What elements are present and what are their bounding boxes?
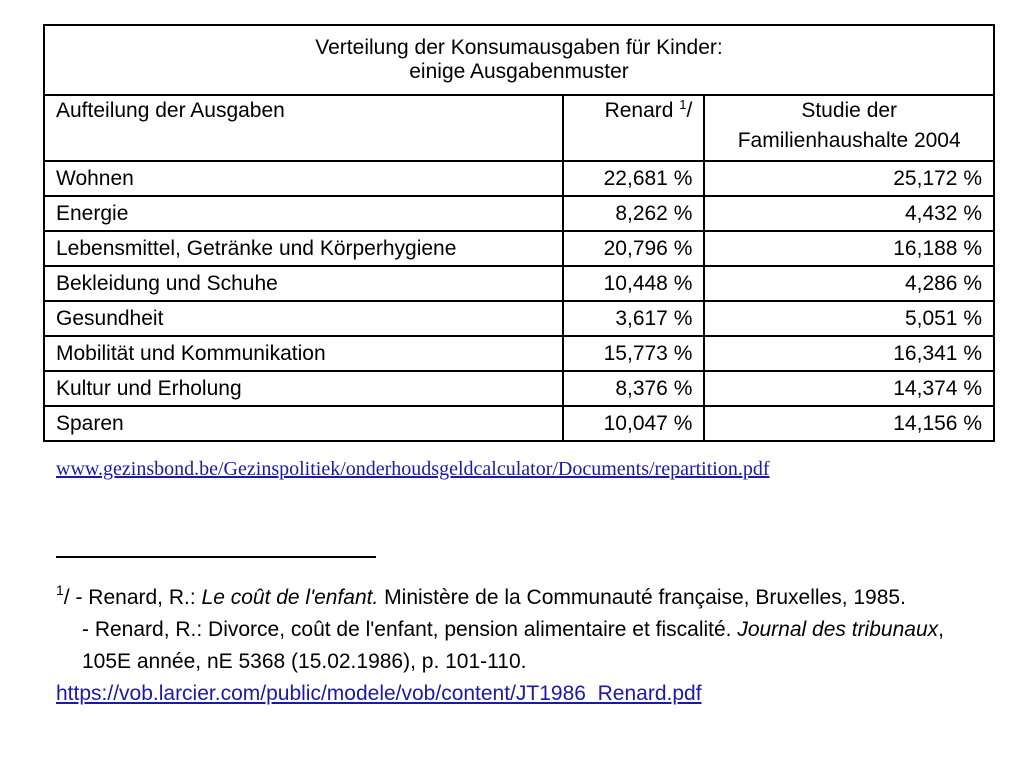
row-studie-value: 5,051 % (704, 301, 994, 336)
table-row (44, 301, 994, 336)
row-studie-value: 14,374 % (704, 371, 994, 406)
row-renard-value: 22,681 % (563, 161, 705, 196)
footnote-ref2-journal: Journal des tribunaux (737, 618, 939, 641)
row-renard-value: 10,448 % (563, 266, 705, 301)
table-title (44, 25, 994, 95)
footnote-ref1-rest: Ministère de la Communauté française, Bruxelles, 1985. (378, 586, 906, 609)
footnote-ref2 (56, 614, 996, 678)
table-title-line1: Verteilung der Konsumausgaben für Kinder: (315, 36, 723, 59)
row-studie-value: 25,172 % (704, 161, 994, 196)
table-title-row (44, 25, 994, 95)
row-renard-value: 8,376 % (563, 371, 705, 406)
row-label: Energie (44, 196, 563, 231)
table-header-row (44, 95, 994, 161)
table-row (44, 161, 994, 196)
source-link[interactable]: www.gezinsbond.be/Gezinspolitiek/onderhoudsgeldcalculator/Documents/repartition.pdf (56, 458, 770, 480)
row-label: Wohnen (44, 161, 563, 196)
row-renard-value: 15,773 % (563, 336, 705, 371)
row-studie-value: 4,286 % (704, 266, 994, 301)
header-renard-label: Renard (604, 99, 674, 122)
row-renard-value: 3,617 % (563, 301, 705, 336)
row-renard-value: 10,047 % (563, 406, 705, 441)
table-row (44, 231, 994, 266)
row-renard-value: 8,262 % (563, 196, 705, 231)
row-label: Lebensmittel, Getränke und Körperhygiene (44, 231, 563, 266)
table-row (44, 406, 994, 441)
header-studie-line1: Studie der (801, 99, 898, 122)
header-renard-footnote-marker: 1 (679, 97, 687, 112)
footnote-ref2-prefix: - Renard, R.: Divorce, coût de l'enfant, pension alimentaire et fiscalité. (82, 618, 738, 641)
footnote-ref1 (56, 574, 996, 614)
row-studie-value: 4,432 % (704, 196, 994, 231)
footnote (56, 574, 996, 710)
row-studie-value: 16,188 % (704, 231, 994, 266)
footnote-ref1-title: Le coût de l'enfant. (201, 586, 379, 609)
footnote-ref1-prefix: / - Renard, R.: (63, 586, 202, 609)
footnote-divider (56, 556, 376, 558)
header-renard (563, 95, 705, 161)
header-studie-line2: Familienhaushalte 2004 (737, 129, 961, 152)
header-studie (704, 95, 994, 161)
row-label: Gesundheit (44, 301, 563, 336)
footnote-ref2-link-line (56, 678, 996, 710)
table-row (44, 196, 994, 231)
footnote-marker: 1 (56, 582, 64, 598)
row-label: Kultur und Erholung (44, 371, 563, 406)
row-label: Bekleidung und Schuhe (44, 266, 563, 301)
table-row (44, 336, 994, 371)
footnote-ref2-link[interactable]: https://vob.larcier.com/public/modele/vob/content/JT1986_Renard.pdf (56, 682, 702, 705)
footnote-ref2-rest: , 105E année, nE 5368 (15.02.1986), p. 101-110. (82, 618, 944, 673)
expenditure-table (43, 24, 995, 442)
table-title-line2: einige Ausgabenmuster (409, 60, 629, 83)
row-label: Sparen (44, 406, 563, 441)
table-row (44, 266, 994, 301)
row-studie-value: 14,156 % (704, 406, 994, 441)
row-studie-value: 16,341 % (704, 336, 994, 371)
header-expense-category: Aufteilung der Ausgaben (44, 95, 563, 161)
row-renard-value: 20,796 % (563, 231, 705, 266)
row-label: Mobilität und Kommunikation (44, 336, 563, 371)
header-renard-suffix: / (686, 99, 693, 122)
table-row (44, 371, 994, 406)
